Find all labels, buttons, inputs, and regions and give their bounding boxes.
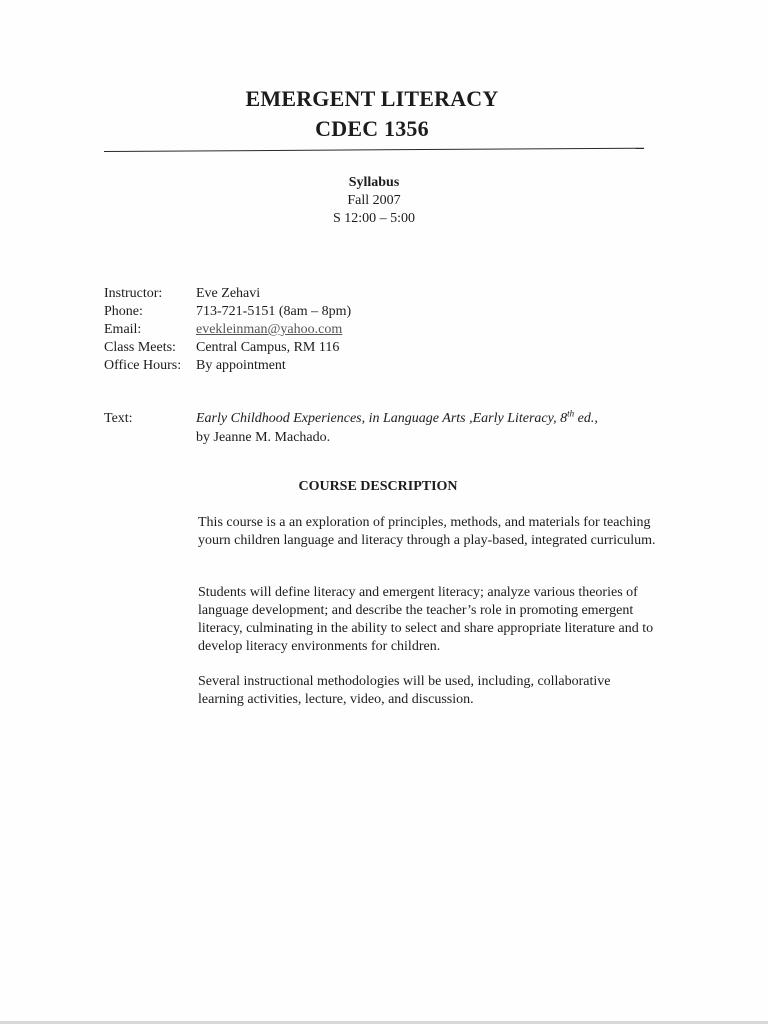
email-label: Email: <box>104 322 142 337</box>
term: Fall 2007 <box>347 193 401 208</box>
textbook-row <box>104 409 656 447</box>
course-info-table <box>104 285 351 375</box>
horizontal-divider <box>104 148 644 152</box>
course-title: EMERGENT LITERACY <box>245 86 499 111</box>
course-description-heading: COURSE DESCRIPTION <box>298 479 458 494</box>
edition-suffix: ed., <box>574 411 598 426</box>
instructor-label: Instructor: <box>104 286 163 301</box>
info-row-instructor <box>104 285 351 303</box>
book-author: by Jeanne M. Machado. <box>196 430 331 445</box>
syllabus-heading: Syllabus <box>348 175 400 190</box>
schedule: S 12:00 – 5:00 <box>332 211 416 226</box>
class-meets-label: Class Meets: <box>104 340 176 355</box>
instructor-value: Eve Zehavi <box>196 286 261 301</box>
info-row-office-hours <box>104 357 351 375</box>
info-row-phone <box>104 303 351 321</box>
description-paragraph: This course is a an exploration of principles, methods, and materials for teaching yourn children language and literacy through a play-based, integrated curriculum. <box>198 515 656 548</box>
office-hours-label: Office Hours: <box>104 358 182 373</box>
info-row-email <box>104 321 351 339</box>
phone-value: 713-721-5151 (8am – 8pm) <box>196 304 352 319</box>
course-code: CDEC 1356 <box>315 116 429 141</box>
book-title: Early Childhood Experiences, in Language Arts ,Early Literacy, 8 <box>196 411 568 426</box>
info-row-class-meets <box>104 339 351 357</box>
textbook-citation <box>196 409 656 447</box>
phone-label: Phone: <box>104 304 143 319</box>
edition-superscript: th <box>567 408 575 419</box>
text-label: Text: <box>104 411 133 426</box>
description-paragraph: Students will define literacy and emergent literacy; analyze various theories of language development; and describe the teacher’s role in promoting emergent literacy, culminating in the ability to select and share appropriate literature and to develop literacy environments for children. <box>198 585 654 654</box>
title-block <box>0 84 744 144</box>
description-paragraph: Several instructional methodologies will be used, including, collaborative learning activities, lecture, video, and discussion. <box>198 674 611 707</box>
office-hours-value: By appointment <box>196 358 286 373</box>
email-link[interactable]: evekleinman@yahoo.com <box>196 322 343 337</box>
syllabus-block <box>0 174 748 228</box>
class-meets-value: Central Campus, RM 116 <box>196 340 340 355</box>
